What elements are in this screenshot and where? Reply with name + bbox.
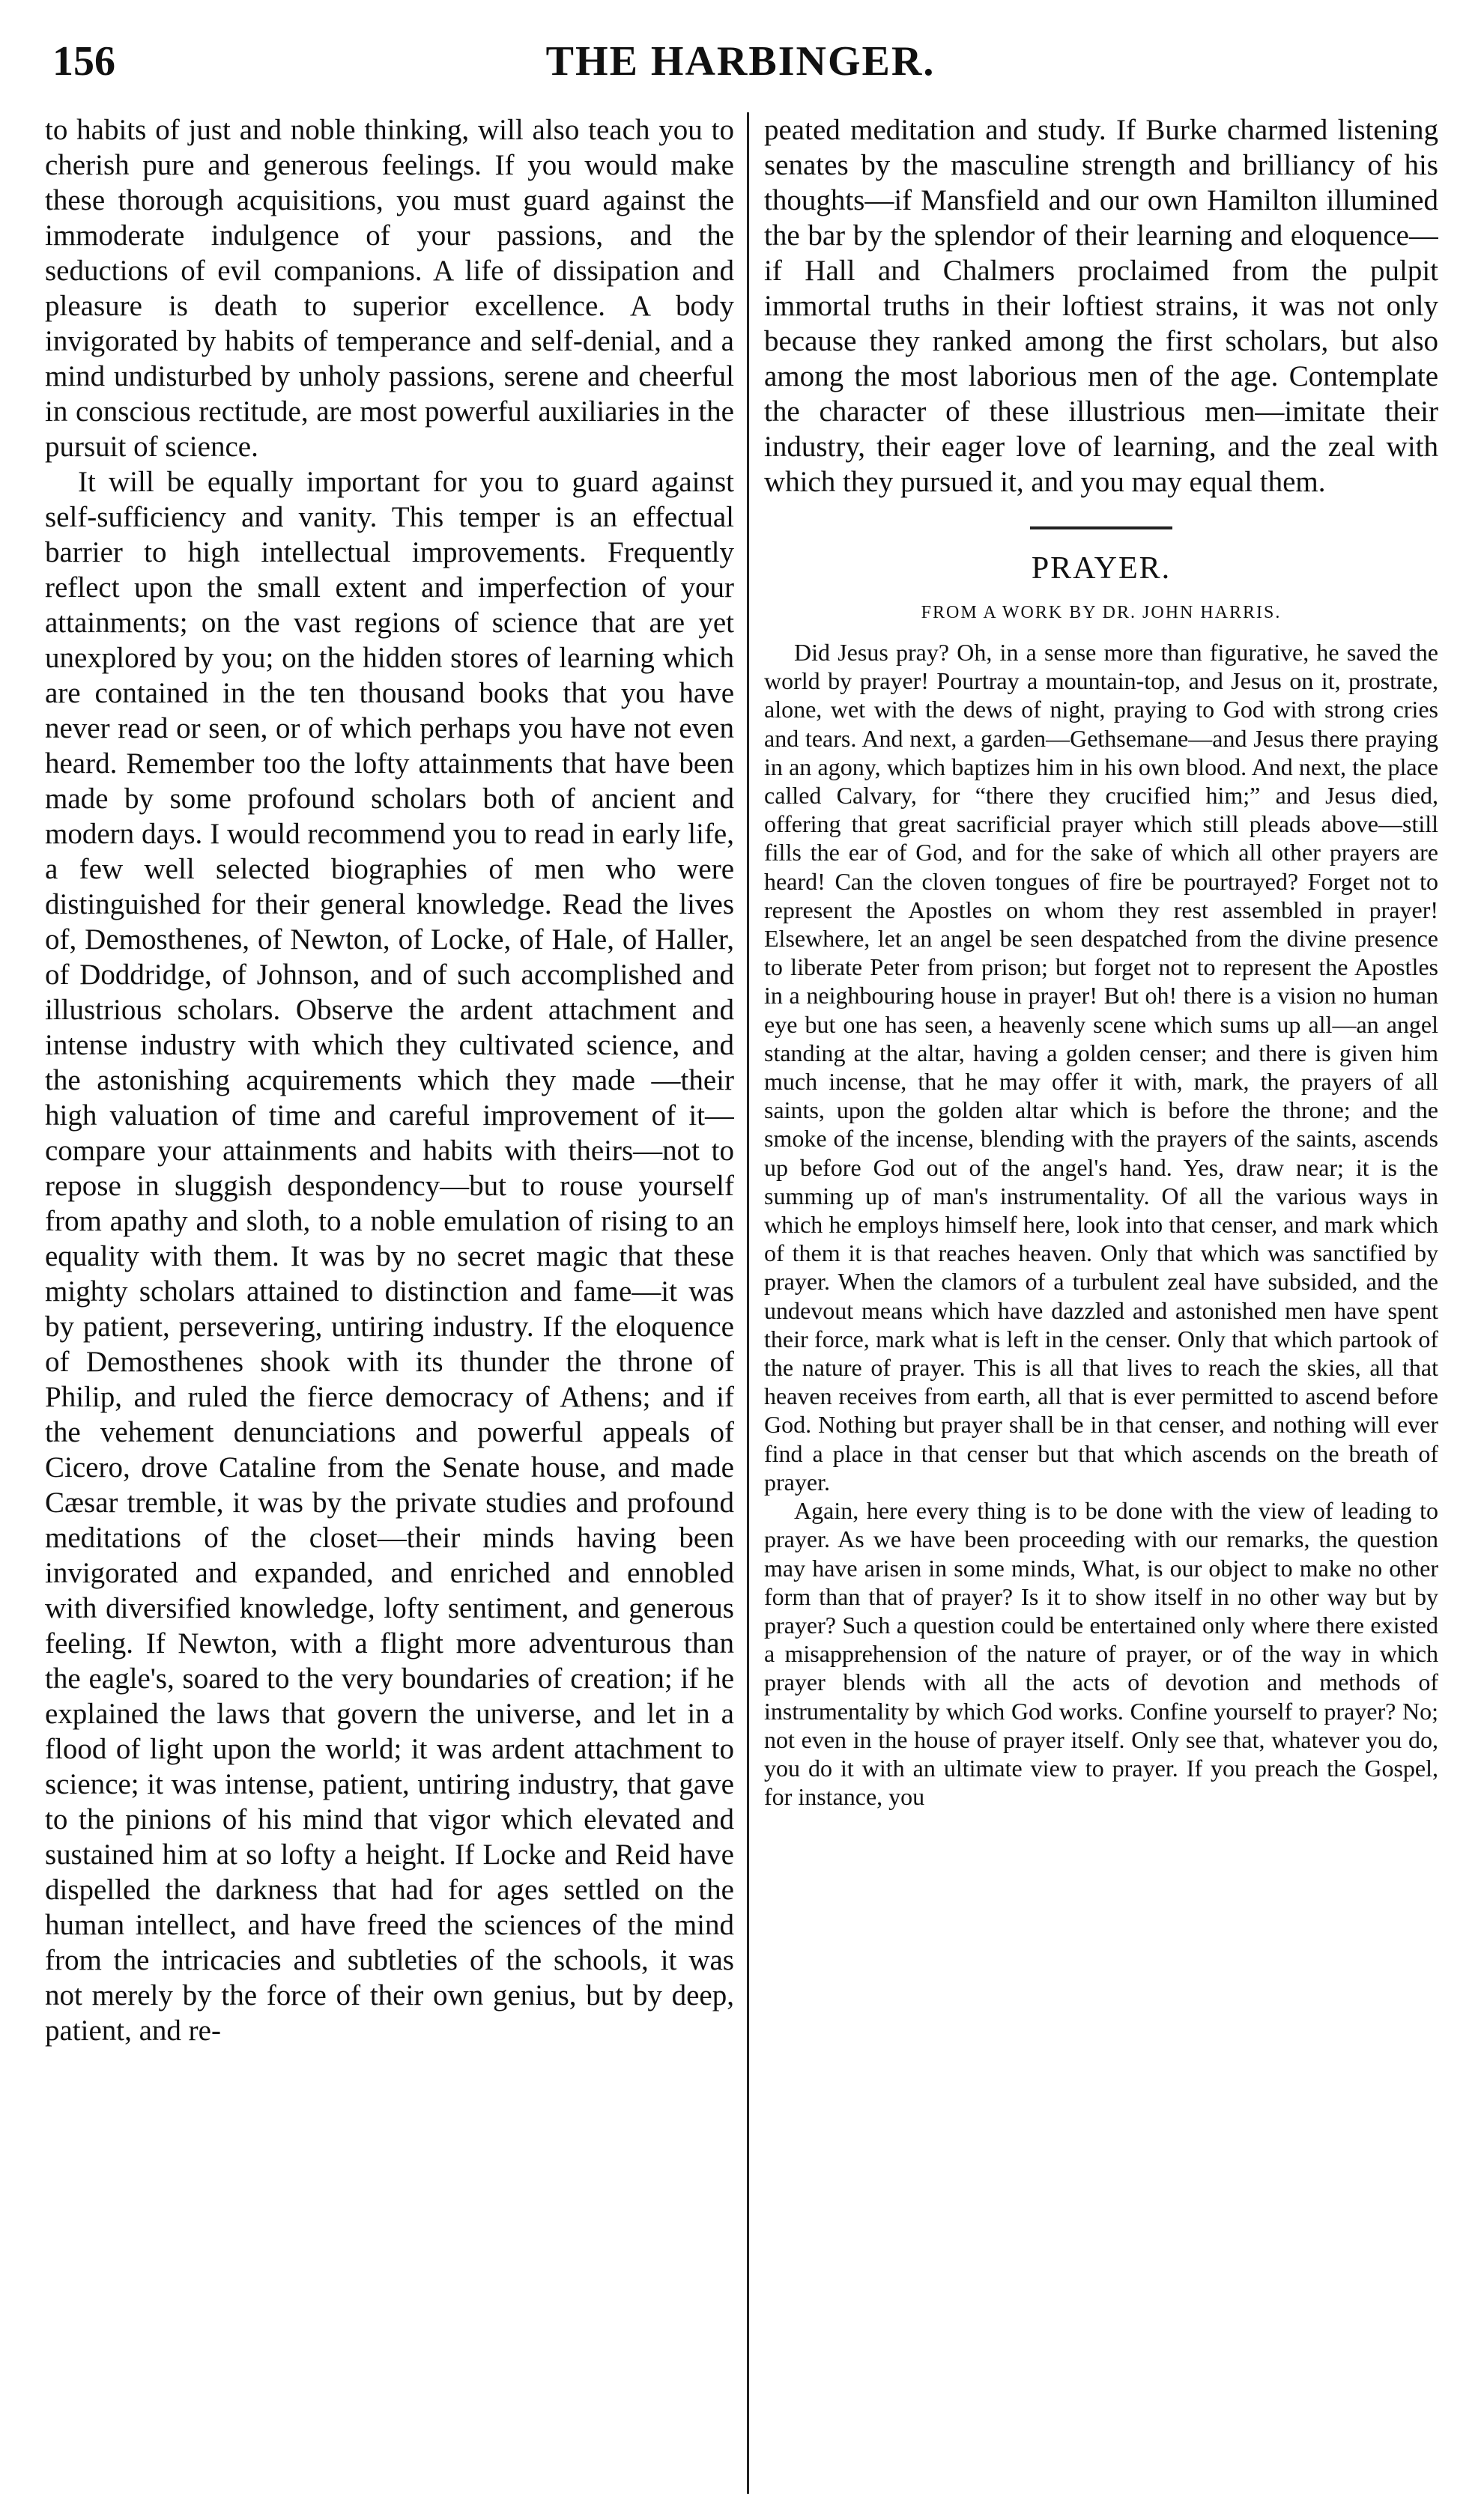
- article-byline: FROM A WORK BY DR. JOHN HARRIS.: [921, 603, 1282, 622]
- prayer-paragraph-1: Did Jesus pray? Oh, in a sense more than figurative, he saved the world by prayer! Pourtray a mountain-top, and Jesus on it, prostrate, alone, wet with the dews of night, praying to God with strong cries and tears. And next, a garden—Gethsemane—and Jesus there praying in an agony, which baptizes him in his own blood. And next, the place called Calvary, for “there they crucified him;” and Jesus died, offering that great sacrificial prayer which still pleads above—still fills the ear of God, and for the sake of which all other prayers are heard! Can the cloven tongues of fire be pourtrayed? Forget not to represent the Apostles on whom they rest assembled in prayer! Elsewhere, let an angel be seen despatched from the divine presence to liberate Peter from prison; but forget not to represent the Apostles in a neighbouring house in prayer! But oh! there is a vision no human eye but one has seen, a heavenly scene which sums up all—an angel standing at the altar, having a golden censer; and there is given him much incense, that he may offer it with, mark, the prayers of all saints, upon the golden altar which is before the throne; and the smoke of the incense, blending with the prayers of the saints, ascends up before God out of the angel's hand. Yes, draw near; it is the summing up of man's instrumentality. Of all the various ways in which he employs himself here, look into that censer, and mark which of them it is that reaches heaven. Only that which was sanctified by prayer. When the clamors of a turbulent zeal have subsided, and the undevout means which have dazzled and astonished men have spent their force, mark what is left in the censer. Only that which partook of the nature of prayer. This is all that lives to reach the skies, all that heaven receives from earth, all that is ever permitted to ascend before God. Nothing but prayer shall be in that censer, and nothing will ever find a place in that censer but that which ascends on the breath of prayer.: [764, 639, 1438, 1496]
- right-continuation-paragraph: peated meditation and study. If Burke charmed listening senates by the masculine strength and brilliancy of his thoughts—if Mansfield and our own Hamilton illumined the bar by the splendor of their learning and eloquence—if Hall and Chalmers proclaimed from the pulpit immortal truths in their loftiest strains, it was not only because they ranked among the first scholars, but also among the most laborious men of the age. Contemplate the character of these illustrious men—imitate their industry, their eager love of learning, and the zeal with which they pursued it, and you may equal them.: [764, 114, 1438, 498]
- prayer-paragraph-2: Again, here every thing is to be done with the view of leading to prayer. As we have been proceeding with our remarks, the question may have arisen in some minds, What, is our object to make no other form than that of prayer? Is it to show itself in no other way but by prayer? Such a question could be entertained only where there existed a misapprehension of the nature of prayer, or of the way in which prayer blends with all the acts of devotion and methods of instrumentality by which God works. Confine yourself to prayer? No; not even in the house of prayer itself. Only see that, whatever you do, you do it with an ultimate view to prayer. If you preach the Gospel, for instance, you: [764, 1497, 1438, 1811]
- page-header: [45, 30, 1436, 97]
- left-column: [45, 112, 734, 2494]
- left-paragraph-2: It will be equally important for you to guard against self-sufficiency and vanity. This temper is an effectual barrier to high intellectual improvements. Frequently reflect upon the small extent and imperfection of your attainments; on the vast regions of science that are yet unexplored by you; on the hidden stores of learning which are contained in the ten thousand books that you have never read or seen, or of which perhaps you have not even heard. Remember too the lofty attainments that have been made by some profound scholars both of ancient and modern days. I would recommend you to read in early life, a few well selected biographies of men who were distinguished for their general knowledge. Read the lives of, Demosthenes, of Newton, of Locke, of Hale, of Haller, of Doddridge, of Johnson, and of such accomplished and illustrious scholars. Observe the ardent attachment and intense industry with which they cultivated science, and the astonishing acquirements which they made —their high valuation of time and careful improvement of it—compare your attainments and habits with theirs—not to repose in sluggish despondency—but to rouse yourself from apathy and sloth, to a noble emulation of rising to an equality with them. It was by no secret magic that these mighty scholars attained to distinction and fame—it was by patient, persevering, untiring industry. If the eloquence of Demosthenes shook with its thunder the throne of Philip, and ruled the fierce democracy of Athens; and if the vehement denunciations and powerful appeals of Cicero, drove Cataline from the Senate house, and made Cæsar tremble, it was by the private studies and profound meditations of the closet—their minds having been invigorated and expanded, and enriched and ennobled with diversified knowledge, lofty sentiment, and generous feeling. If Newton, with a flight more adventurous than the eagle's, soared to the very boundaries of creation; if he explained the laws that govern the universe, and let in a flood of light upon the world; it was ardent attachment to science; it was intense, patient, untiring industry, that gave to the pinions of his mind that vigor which elevated and sustained him at so lofty a height. If Locke and Reid have dispelled the darkness that had for ages settled on the human intellect, and have freed the sciences of the mind from the intricacies and subtleties of the schools, it was not merely by the force of their own genius, but by deep, patient, and re-: [45, 466, 734, 2047]
- column-divider: [747, 112, 749, 2494]
- section-divider-rule: [1030, 526, 1172, 529]
- left-paragraph-1: to habits of just and noble thinking, will also teach you to cherish pure and generous feelings. If you would make these thorough acquisitions, you must guard against the immoderate indulgence of your passions, and the seductions of evil companions. A life of dissipation and pleasure is death to superior excellence. A body invigorated by habits of temperance and self-denial, and a mind undisturbed by unholy passions, serene and cheerful in conscious rectitude, are most powerful auxiliaries in the pursuit of science.: [45, 114, 734, 463]
- right-column: [764, 112, 1438, 2494]
- page-number: 156: [52, 38, 115, 85]
- article-title: PRAYER.: [1031, 551, 1172, 586]
- journal-title: THE HARBINGER.: [545, 38, 936, 85]
